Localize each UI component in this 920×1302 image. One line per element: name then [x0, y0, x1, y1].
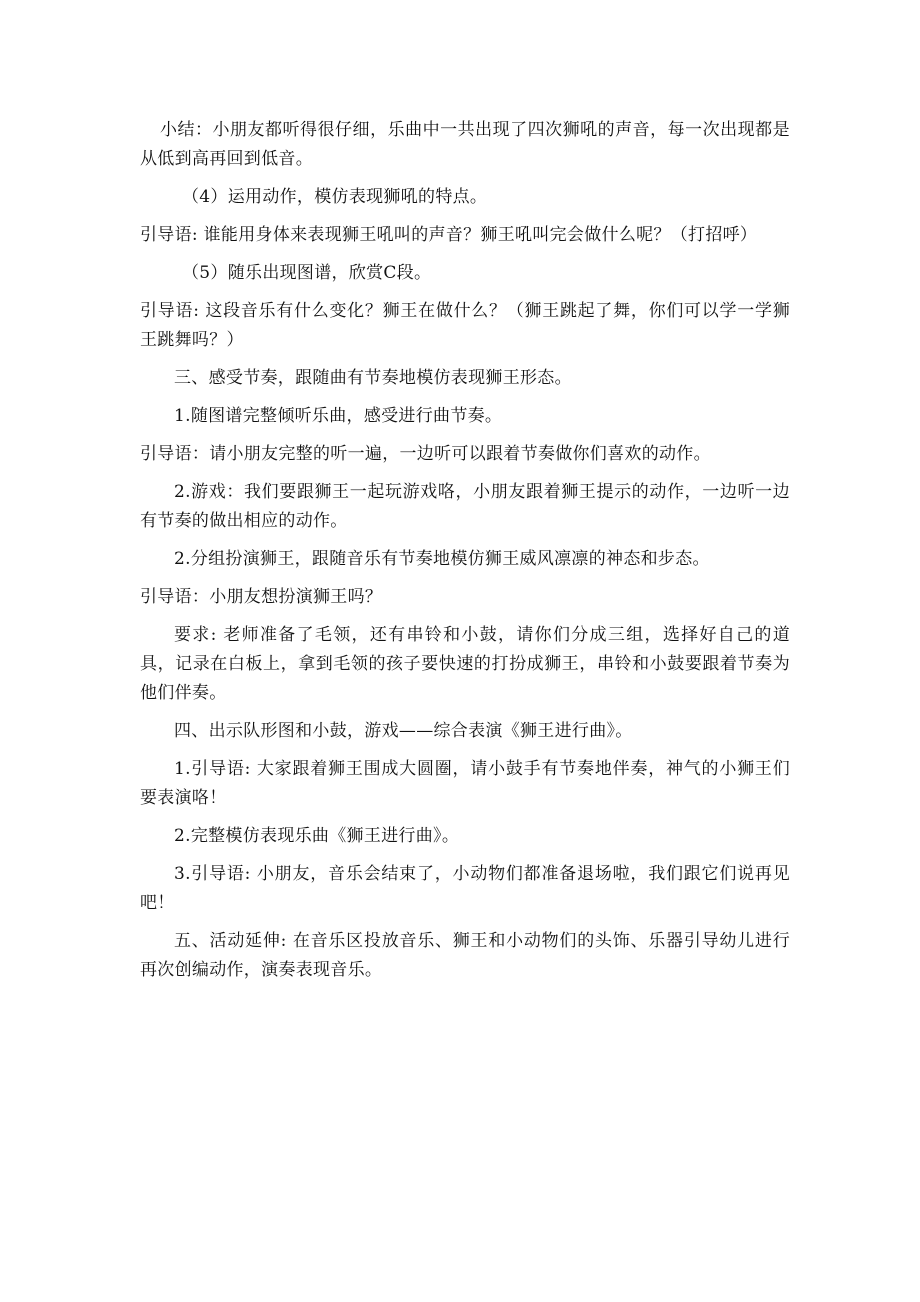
- section-4-item-1: 1.引导语: 大家跟着狮王围成大圆圈，请小鼓手有节奏地伴奏，神气的小狮王们要表演咯！: [140, 759, 790, 808]
- step-5-heading: （5）随乐出现图谱，欣赏C段。: [182, 263, 432, 283]
- guide-text-1: 引导语: 谁能用身体来表现狮王吼叫的声音？狮王吼叫完会做什么呢？（打招呼）: [140, 225, 758, 245]
- item-1: 1.随图谱完整倾听乐曲，感受进行曲节奏。: [174, 406, 503, 426]
- section-4-item-2: 2.完整模仿表现乐曲《狮王进行曲》。: [174, 826, 460, 846]
- requirement-paragraph: 要求: 老师准备了毛领，还有串铃和小鼓，请你们分成三组，选择好自己的道具，记录在白板上，拿到毛领的孩子要快速的打扮成狮王，串铃和小鼓要跟着节奏为他们伴奏。: [140, 625, 790, 703]
- section-4-item-3: 3.引导语: 小朋友，音乐会结束了，小动物们都准备退场啦，我们跟它们说再见吧！: [140, 864, 790, 913]
- guide-text-4: 引导语：小朋友想扮演狮王吗？: [140, 587, 383, 607]
- guide-text-2: 引导语: 这段音乐有什么变化？狮王在做什么？（狮王跳起了舞，你们可以学一学狮王跳舞吗？）: [140, 301, 790, 350]
- section-5-extension: 五、活动延伸: 在音乐区投放音乐、狮王和小动物们的头饰、乐器引导幼儿进行再次创编动作，演奏表现音乐。: [140, 931, 790, 980]
- item-2-group: 2.分组扮演狮王，跟随音乐有节奏地模仿狮王威风凛凛的神态和步态。: [174, 549, 710, 569]
- section-4-heading: 四、出示队形图和小鼓，游戏——综合表演《狮王进行曲》。: [174, 721, 633, 741]
- guide-text-3: 引导语：请小朋友完整的听一遍，一边听可以跟着节奏做你们喜欢的动作。: [140, 444, 711, 464]
- document-body: [140, 116, 790, 985]
- item-2-game: 2.游戏：我们要跟狮王一起玩游戏咯，小朋友跟着狮王提示的动作，一边听一边有节奏的做出相应的动作。: [140, 482, 790, 531]
- step-4-heading: （4）运用动作，模仿表现狮吼的特点。: [182, 187, 488, 207]
- section-3-heading: 三、感受节奏，跟随曲有节奏地模仿表现狮王形态。: [174, 368, 572, 388]
- summary-paragraph: 小结：小朋友都听得很仔细，乐曲中一共出现了四次狮吼的声音，每一次出现都是从低到高再回到低音。: [140, 120, 790, 169]
